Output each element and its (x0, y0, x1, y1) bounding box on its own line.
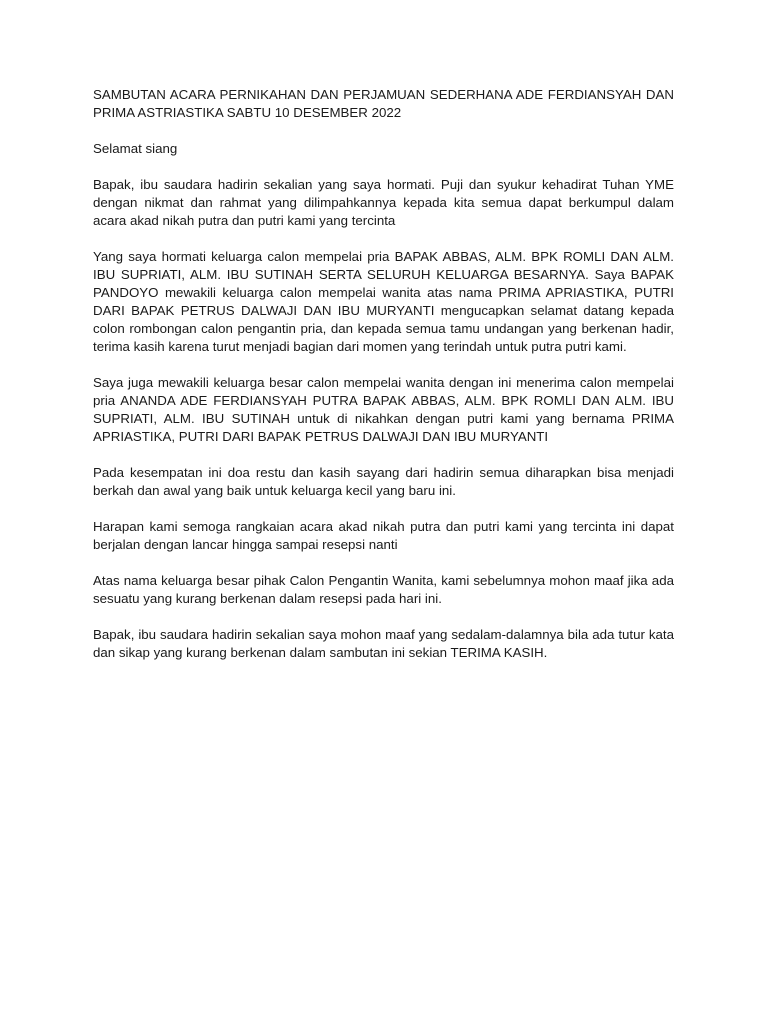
document-page (93, 86, 674, 680)
document-title: SAMBUTAN ACARA PERNIKAHAN DAN PERJAMUAN SEDERHANA ADE FERDIANSYAH DAN PRIMA ASTRIASTIKA SABTU 10 DESEMBER 2022 (93, 87, 674, 120)
acceptance-paragraph: Saya juga mewakili keluarga besar calon mempelai wanita dengan ini menerima calon mempelai pria ANANDA ADE FERDIANSYAH PUTRA BAPAK ABBAS, ALM. BPK ROMLI DAN ALM. IBU SUPRIATI, ALM. IBU SUTINAH untuk di nikahkan dengan putri kami yang bernama PRIMA APRIASTIKA, PUTRI DARI BAPAK PETRUS DALWAJI DAN IBU MURYANTI (93, 375, 674, 444)
greeting-paragraph: Selamat siang (93, 141, 178, 156)
apology-paragraph: Atas nama keluarga besar pihak Calon Pengantin Wanita, kami sebelumnya mohon maaf jika ada sesuatu yang kurang berkenan dalam resepsi pada hari ini. (93, 573, 674, 606)
closing-paragraph: Bapak, ibu saudara hadirin sekalian saya mohon maaf yang sedalam-dalamnya bila ada tutur kata dan sikap yang kurang berkenan dalam sambutan ini sekian TERIMA KASIH. (93, 627, 674, 660)
welcome-paragraph: Yang saya hormati keluarga calon mempelai pria BAPAK ABBAS, ALM. BPK ROMLI DAN ALM. IBU SUPRIATI, ALM. IBU SUTINAH SERTA SELURUH KELUARGA BESARNYA. Saya BAPAK PANDOYO mewakili keluarga calon mempelai wanita atas nama PRIMA APRIASTIKA, PUTRI DARI BAPAK PETRUS DALWAJI DAN IBU MURYANTI mengucapkan selamat datang kepada colon rombongan calon pengantin pria, dan kepada semua tamu undangan yang berkenan hadir, terima kasih karena turut menjadi bagian dari momen yang terindah untuk putra putri kami. (93, 249, 674, 354)
blessing-paragraph: Pada kesempatan ini doa restu dan kasih sayang dari hadirin semua diharapkan bisa menjadi berkah dan awal yang baik untuk keluarga kecil yang baru ini. (93, 465, 674, 498)
opening-paragraph: Bapak, ibu saudara hadirin sekalian yang saya hormati. Puji dan syukur kehadirat Tuhan YME dengan nikmat dan rahmat yang dilimpahkannya kepada kita semua dapat berkumpul dalam acara akad nikah putra dan putri kami yang tercinta (93, 177, 674, 228)
hope-paragraph: Harapan kami semoga rangkaian acara akad nikah putra dan putri kami yang tercinta ini dapat berjalan dengan lancar hingga sampai resepsi nanti (93, 519, 674, 552)
